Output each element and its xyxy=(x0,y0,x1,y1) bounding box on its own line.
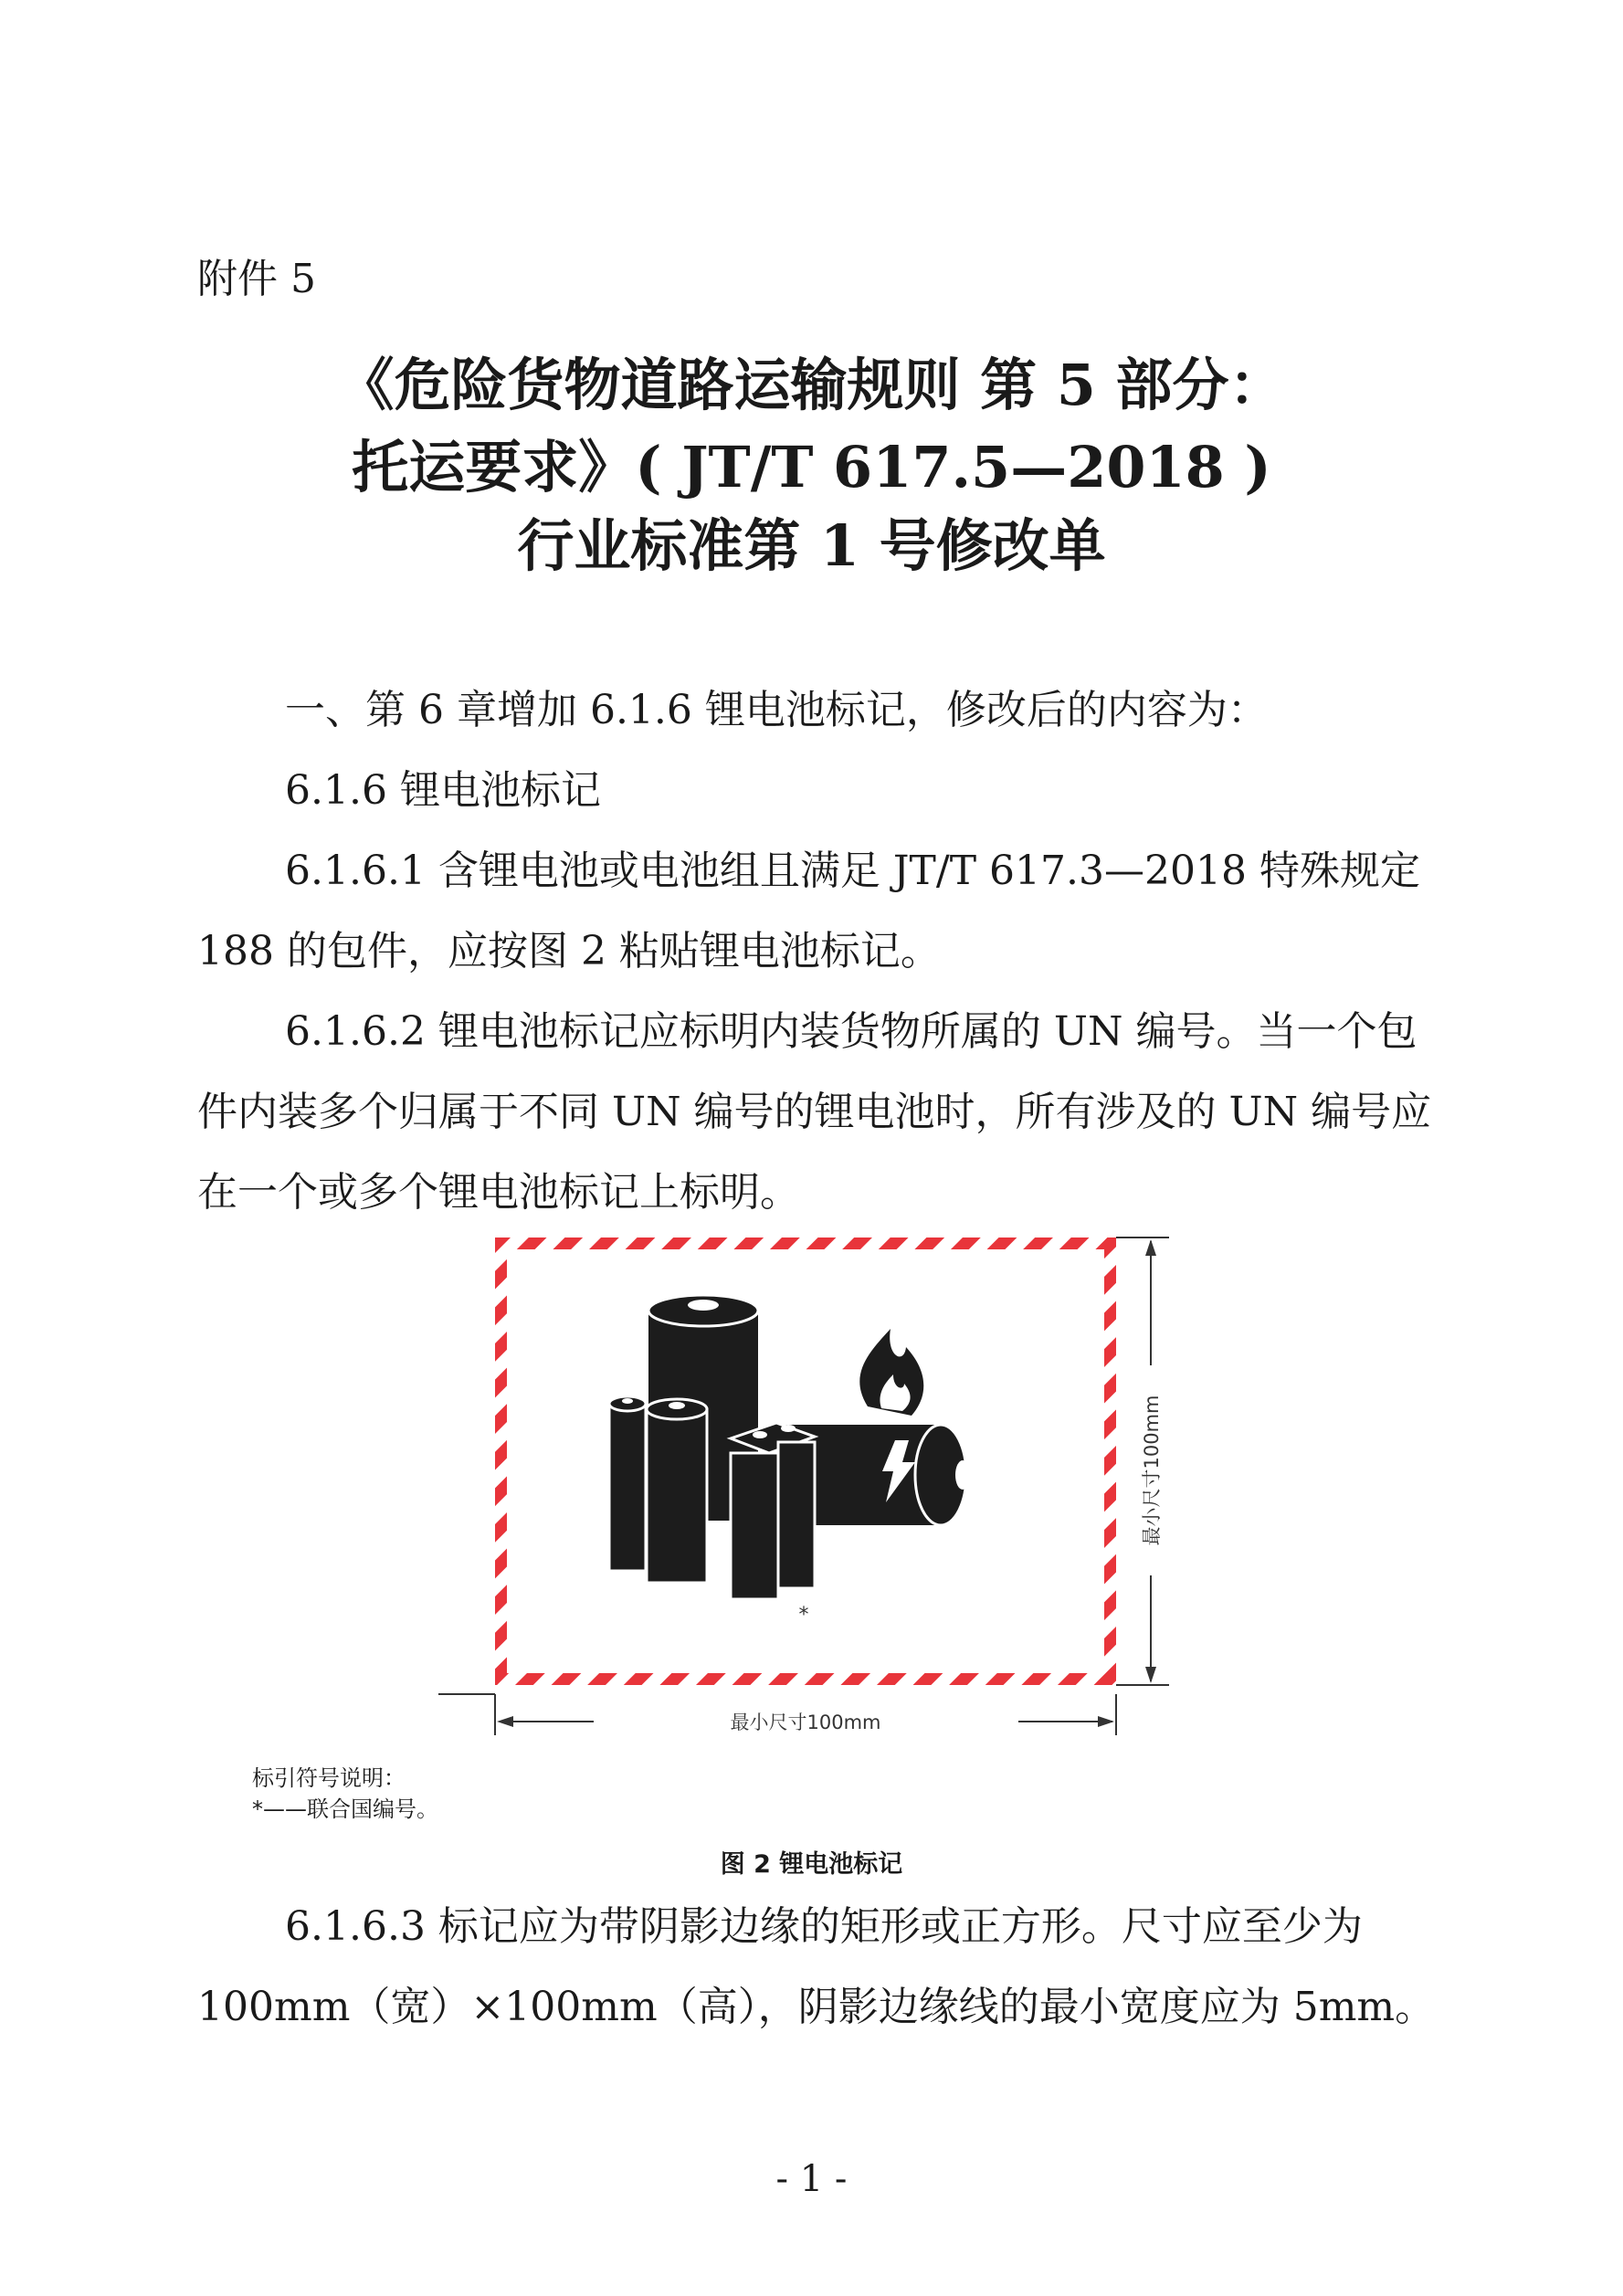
document-title-line-2: 托运要求》( JT/T 617.5—2018 ) xyxy=(352,434,1271,500)
attachment-label: 附件 5 xyxy=(197,256,316,302)
figure-legend-title: 标引符号说明： xyxy=(252,1765,406,1791)
lithium-battery-mark-figure xyxy=(429,1228,1215,1776)
document-title-line-1: 《危险货物道路运输规则 第 5 部分： xyxy=(337,352,1286,418)
paragraph-section-intro: 一、第 6 章增加 6.1.6 锂电池标记，修改后的内容为： xyxy=(285,687,1268,733)
lithium-battery-mark-diagram xyxy=(429,1228,1215,1776)
figure-caption: 图 2 锂电池标记 xyxy=(720,1850,903,1879)
battery-pictogram xyxy=(609,1295,970,1599)
un-number-placeholder: * xyxy=(798,1604,809,1627)
paragraph-clause-6-1-6-1: 6.1.6.1 含锂电池或电池组且满足 JT/T 617.3—2018 特殊规定 188 的包件，应按图 2 粘贴锂电池标记。 xyxy=(197,848,1420,974)
paragraph-clause-6-1-6-3: 6.1.6.3 标记应为带阴影边缘的矩形或正方形。尺寸应至少为 100mm（宽）×100mm（高），阴影边缘线的最小宽度应为 5mm。 xyxy=(197,1903,1436,2030)
document-title-line-3: 行业标准第 1 号修改单 xyxy=(517,512,1106,579)
page-number: - 1 - xyxy=(775,2158,848,2200)
paragraph-clause-6-1-6-2: 6.1.6.2 锂电池标记应标明内装货物所属的 UN 编号。当一个包件内装多个归属于不同 UN 编号的锂电池时，所有涉及的 UN 编号应在一个或多个锂电池标记上标明。 xyxy=(197,1008,1432,1216)
figure-legend-item: *——联合国编号。 xyxy=(252,1796,438,1822)
paragraph-clause-heading: 6.1.6 锂电池标记 xyxy=(285,767,601,814)
height-dimension-label: 最小尺寸100mm xyxy=(1141,1395,1163,1546)
width-dimension-label: 最小尺寸100mm xyxy=(730,1711,881,1733)
